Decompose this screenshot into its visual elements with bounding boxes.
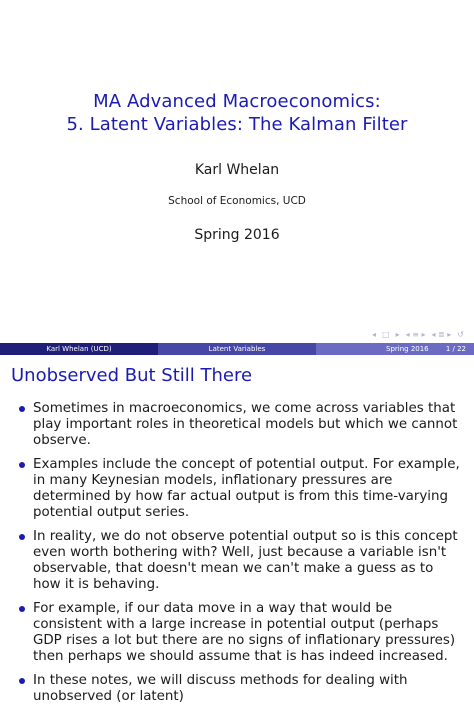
content-slide (0, 355, 474, 704)
bullet-item (0, 673, 474, 705)
bullet-text: For example, if our data move in a way that would be consistent with a large increase in potential output (perhaps GDP rises a lot but there are no signs of inflationary pressures) then perhaps we should assume that is has indeed increased. (33, 601, 456, 664)
bullet-icon (19, 462, 25, 468)
bullet-text: Sometimes in macroeconomics, we come across variables that play important roles in theoretical models but which we cannot observe. (33, 401, 458, 448)
frame-title: Unobserved But Still There (11, 365, 253, 386)
bullet-text: Examples include the concept of potential output. For example, in many Keynesian models, inflationary pressures are determined by how far actual output is from this time-varying potential output series. (33, 457, 460, 520)
nav-subsection-icon[interactable]: ◂ ≡ ▸ (405, 330, 426, 339)
bullet-item (0, 457, 474, 521)
footer-date: Spring 2016 (386, 345, 429, 353)
footer-title: Latent Variables (158, 343, 316, 355)
nav-frame-icon[interactable]: □ (382, 330, 390, 339)
nav-search-icon[interactable]: ↺ (457, 330, 464, 339)
bullet-item (0, 601, 474, 665)
bullet-icon (19, 606, 25, 612)
slide-footer (0, 343, 474, 355)
institution: School of Economics, UCD (168, 195, 306, 207)
bullet-icon (19, 406, 25, 412)
slide-title-line-2: 5. Latent Variables: The Kalman Filter (66, 114, 408, 135)
author-name: Karl Whelan (194, 162, 280, 178)
bullet-text: In these notes, we will discuss methods for dealing with unobserved (or latent) (33, 673, 408, 704)
footer-page-number: 1 / 22 (445, 345, 466, 353)
slide-title-line-1: MA Advanced Macroeconomics: (93, 91, 381, 112)
title-slide (0, 0, 474, 343)
bullet-icon (19, 678, 25, 684)
footer-date-page (316, 343, 474, 355)
presentation-date: Spring 2016 (194, 227, 280, 243)
bullet-item (0, 529, 474, 593)
nav-right-icon[interactable]: ▸ (395, 330, 400, 339)
nav-left-icon[interactable]: ◂ (372, 330, 377, 339)
bullet-text: In reality, we do not observe potential output so is this concept even worth bothering with? Well, just because a variable isn't observable, that doesn't mean we can't make a guess as to how it is behaving. (33, 529, 458, 592)
beamer-navigation (372, 331, 464, 339)
footer-author: Karl Whelan (UCD) (0, 343, 158, 355)
bullet-item (0, 401, 474, 449)
bullet-list (0, 401, 474, 713)
bullet-icon (19, 534, 25, 540)
nav-section-icon[interactable]: ◂ ≣ ▸ (431, 330, 452, 339)
